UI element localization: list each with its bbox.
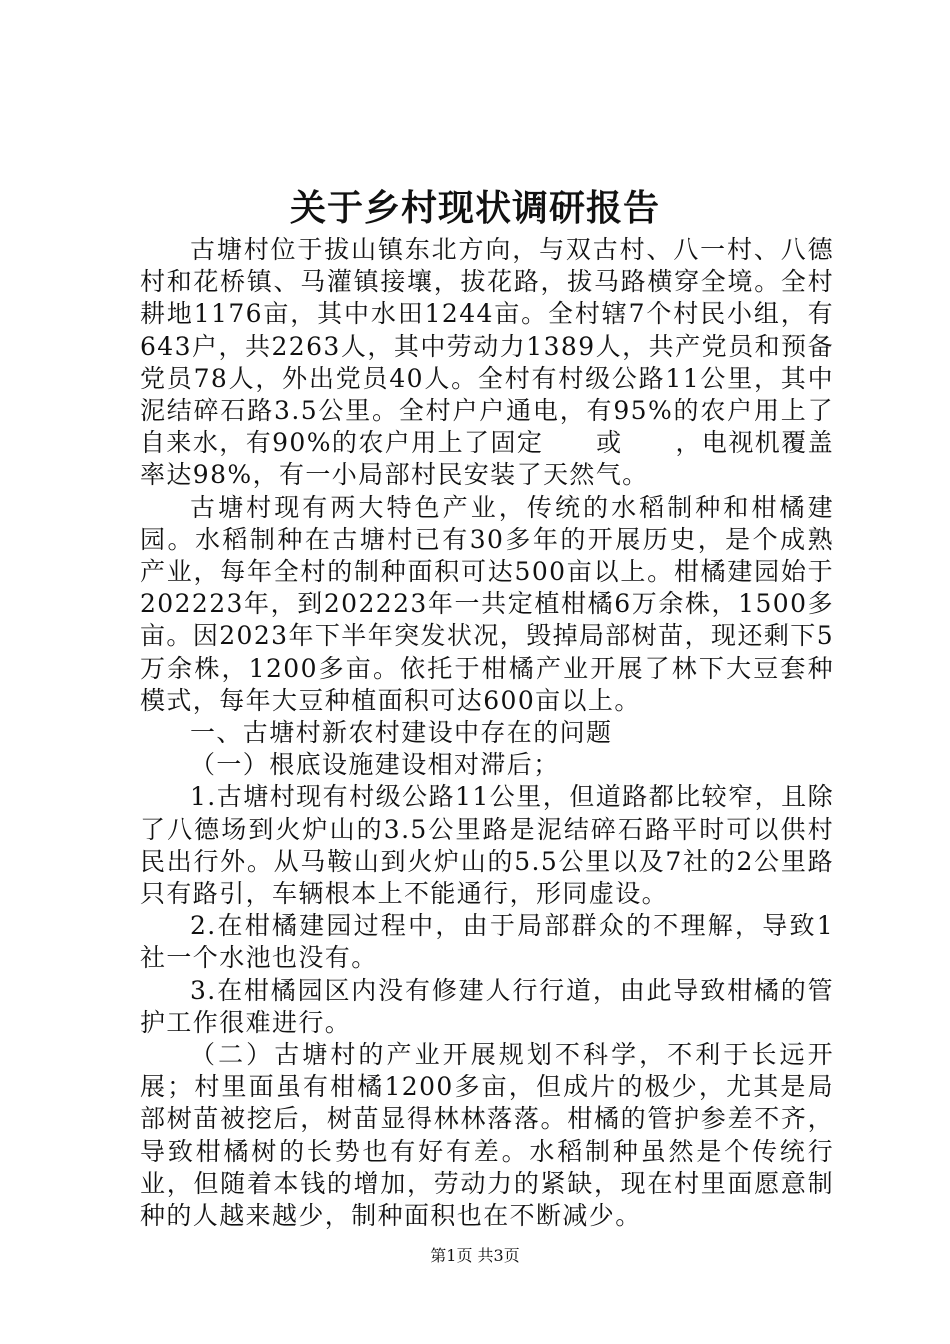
document-body — [140, 234, 834, 1232]
list-item-water-pool: 2.在柑橘建园过程中，由于局部群众的不理解，导致1社一个水池也没有。 — [140, 911, 834, 973]
document-title: 关于乡村现状调研报告 — [289, 187, 660, 229]
page-number-footer: 第1页 共3页 — [430, 1246, 520, 1265]
paragraph-village-overview: 古塘村位于拔山镇东北方向，与双古村、八一村、八德村和花桥镇、马灌镇接壤，拔花路，拔马路横穿全境。全村耕地1176亩，其中水田1244亩。全村辖7个村民小组，有643户，共2263人，其中劳动力1389人，共产党员和预备党员78人，外出党员40人。全村有村级公路11公里，其中泥结碎石路3.5公里。全村户户通电，有95%的农户用上了自来水，有90%的农户用上了固定 或 ，电视机覆盖率达98%，有一小局部村民安装了天然气。 — [140, 235, 834, 490]
paragraph-industry-planning: （二）古塘村的产业开展规划不科学，不利于长远开展；村里面虽有柑橘1200多亩，但成片的极少，尤其是局部树苗被挖后，树苗显得林林落落。柑橘的管护参差不齐，导致柑橘树的长势也有好有差。水稻制种虽然是个传统行业，但随着本钱的增加，劳动力的紧缺，现在村里面愿意制种的人越来越少，制种面积也在不断减少。 — [140, 1040, 834, 1231]
section-heading-problems: 一、古塘村新农村建设中存在的问题 — [190, 718, 613, 748]
paragraph-industries: 古塘村现有两大特色产业，传统的水稻制种和柑橘建园。水稻制种在古塘村已有30多年的开展历史，是个成熟产业，每年全村的制种面积可达500亩以上。柑橘建园始于202223年，到202223年一共定植柑橘6万余株，1500多亩。因2023年下半年突发状况，毁掉局部树苗，现还剩下5万余株，1200多亩。依托于柑橘产业开展了林下大豆套种模式，每年大豆种植面积可达600亩以上。 — [140, 492, 834, 715]
subsection-heading-infrastructure: （一）根底设施建设相对滞后； — [190, 750, 560, 780]
list-item-roads: 1.古塘村现有村级公路11公里，但道路都比较窄，且除了八德场到火炉山的3.5公里路是泥结碎石路平时可以供村民出行外。从马鞍山到火炉山的5.5公里以及7社的2公里路只有路引，车辆根本上不能通行，形同虚设。 — [140, 782, 834, 909]
list-item-walkway: 3.在柑橘园区内没有修建人行行道，由此导致柑橘的管护工作很难进行。 — [140, 975, 834, 1037]
